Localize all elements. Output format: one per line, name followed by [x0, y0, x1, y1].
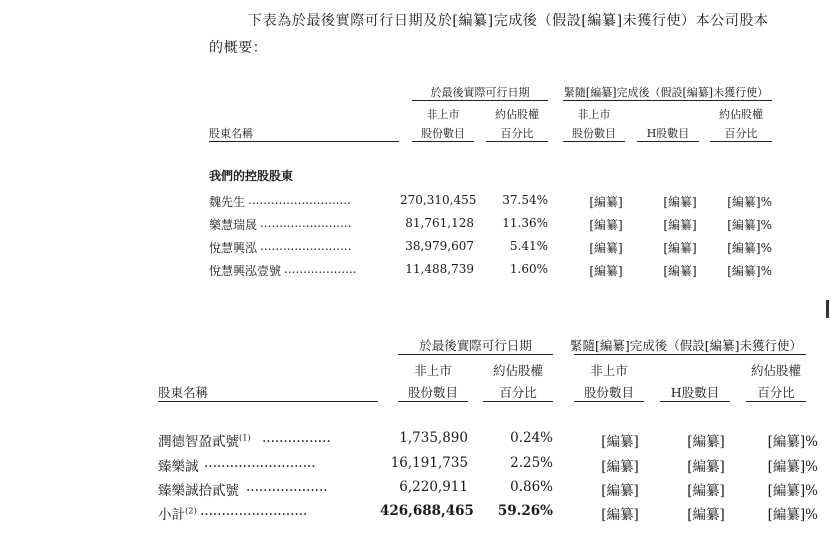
share-percentage: 37.54% [502, 193, 548, 207]
t2-col-name: 股東名稱 [158, 385, 209, 400]
redacted-unlisted-shares: [編纂] [601, 434, 639, 450]
t1-col-r-pct-line2: 百分比 [724, 127, 758, 140]
t2-col-r-shares-line1: 非上市 [590, 363, 628, 378]
t1-col-r-pct-line1: 約佔股權 [719, 108, 763, 121]
t1-col-pct-line2: 百分比 [500, 127, 534, 140]
redacted-h-shares: [編纂] [687, 483, 725, 499]
t2-col-r-pct-line2: 百分比 [757, 385, 795, 400]
intro-line-1: 下表為於最後實際可行日期及於[編纂]完成後（假設[編纂]未獲行使）本公司股本 [248, 13, 769, 29]
t2-col-r-shares-line2: 股份數目 [583, 385, 634, 400]
t2-header-rule-r-shares [574, 401, 644, 402]
t1-header-rule-r-pct [710, 141, 772, 142]
t1-col-h-shares: H股數目 [646, 127, 690, 140]
redacted-percentage: [編纂]% [767, 483, 818, 499]
share-percentage: 0.86% [510, 479, 553, 495]
redacted-unlisted-shares: [編纂] [589, 264, 623, 278]
redacted-unlisted-shares: [編纂] [601, 459, 639, 475]
t1-group-rule-left [412, 100, 548, 101]
shareholder-name: 悅慧興泓 [209, 241, 258, 255]
redacted-unlisted-shares: [編纂] [601, 483, 639, 499]
redacted-h-shares: [編纂] [663, 195, 697, 209]
shareholder-name: 樂慧瑞晟 [209, 218, 258, 232]
t1-header-rule-r-shares [563, 141, 625, 142]
share-count: 11,488,739 [405, 262, 474, 276]
share-count: 426,688,465 [380, 503, 474, 519]
dot-leader: ........................... [248, 193, 351, 207]
redacted-h-shares: [編纂] [687, 434, 725, 450]
redacted-unlisted-shares: [編纂] [589, 195, 623, 209]
redacted-percentage: [編纂]% [727, 264, 772, 278]
t1-header-rule-pct [486, 141, 548, 142]
redacted-percentage: [編纂]% [767, 459, 818, 475]
footnote-marker: (1) [239, 432, 251, 443]
share-percentage: 0.24% [510, 430, 553, 446]
t2-group-header-left: 於最後實際可行日期 [419, 338, 532, 353]
dot-leader: ................... [284, 262, 357, 276]
dot-leader: ......................... [200, 503, 308, 519]
t1-col-r-shares-line2: 股份數目 [572, 127, 616, 140]
dot-leader: ................... [246, 479, 328, 495]
t2-header-rule-r-pct [746, 401, 806, 402]
t1-col-r-shares-line1: 非上市 [577, 108, 611, 121]
share-count: 81,761,128 [405, 216, 474, 230]
share-count: 270,310,455 [400, 193, 477, 207]
share-percentage: 11.36% [502, 216, 548, 230]
t1-header-rule-shares [412, 141, 474, 142]
redacted-h-shares: [編纂] [687, 507, 725, 523]
t1-group-header-left: 於最後實際可行日期 [430, 86, 530, 99]
t2-header-rule-h-shares [660, 401, 730, 402]
shareholder-name: 魏先生 [209, 195, 246, 209]
t1-header-rule-name [209, 141, 399, 142]
dot-leader: ................ [262, 430, 331, 446]
redacted-unlisted-shares: [編纂] [589, 218, 623, 232]
share-count: 16,191,735 [390, 455, 468, 471]
t2-col-r-pct-line1: 約佔股權 [750, 363, 801, 378]
shareholder-name: 臻樂誠 [158, 459, 199, 475]
redacted-h-shares: [編纂] [687, 459, 725, 475]
redacted-h-shares: [編纂] [663, 241, 697, 255]
t2-group-rule-left [398, 354, 553, 355]
t2-col-pct-line1: 約佔股權 [492, 363, 543, 378]
t1-group-header-right: 緊隨[編纂]完成後（假設[編纂]未獲行使） [563, 86, 769, 99]
t1-col-shares-line1: 非上市 [426, 108, 460, 121]
t2-header-rule-name [158, 401, 378, 402]
redacted-percentage: [編纂]% [727, 218, 772, 232]
redacted-h-shares: [編纂] [663, 264, 697, 278]
shareholder-name: 悅慧興泓壹號 [209, 264, 282, 278]
t1-col-pct-line1: 約佔股權 [495, 108, 539, 121]
t1-col-shares-line2: 股份數目 [421, 127, 465, 140]
t1-col-name: 股東名稱 [209, 127, 253, 140]
t2-col-shares-line1: 非上市 [414, 363, 452, 378]
redacted-unlisted-shares: [編纂] [601, 507, 639, 523]
t2-group-header-right: 緊隨[編纂]完成後（假設[編纂]未獲行使） [569, 338, 802, 353]
redacted-unlisted-shares: [編纂] [589, 241, 623, 255]
t2-col-h-shares: H股數目 [670, 385, 720, 400]
share-percentage: 59.26% [497, 503, 553, 519]
t1-section-title: 我們的控股股東 [209, 169, 294, 183]
share-count: 38,979,607 [405, 239, 474, 253]
redacted-h-shares: [編纂] [663, 218, 697, 232]
redacted-percentage: [編纂]% [727, 241, 772, 255]
share-percentage: 5.41% [509, 239, 548, 253]
t2-col-shares-line2: 股份數目 [407, 385, 458, 400]
shareholder-name: 臻樂誠拾貳號 [158, 483, 239, 499]
t2-header-rule-shares [398, 401, 468, 402]
dot-leader: ........................ [260, 216, 352, 230]
page-edge-mark [826, 300, 829, 318]
t2-group-rule-right [574, 354, 806, 355]
dot-leader: ........................ [260, 239, 352, 253]
dot-leader: .......................... [204, 455, 316, 471]
share-percentage: 1.60% [509, 262, 548, 276]
redacted-percentage: [編纂]% [767, 507, 818, 523]
share-percentage: 2.25% [510, 455, 553, 471]
t1-group-rule-right [563, 100, 772, 101]
intro-line-2: 的概要： [209, 40, 268, 56]
subtotal-label: 小計$^{(2)}$ [158, 505, 197, 523]
t2-header-rule-pct [483, 401, 553, 402]
footnote-marker: (2) [185, 505, 197, 516]
t1-header-rule-h-shares [637, 141, 699, 142]
redacted-percentage: [編纂]% [727, 195, 772, 209]
share-count: 6,220,911 [399, 479, 468, 495]
t2-col-pct-line2: 百分比 [499, 385, 537, 400]
share-count: 1,735,890 [399, 430, 468, 446]
shareholder-name: 潤德智盈貳號$^{(1)}$ [158, 432, 251, 450]
redacted-percentage: [編纂]% [767, 434, 818, 450]
